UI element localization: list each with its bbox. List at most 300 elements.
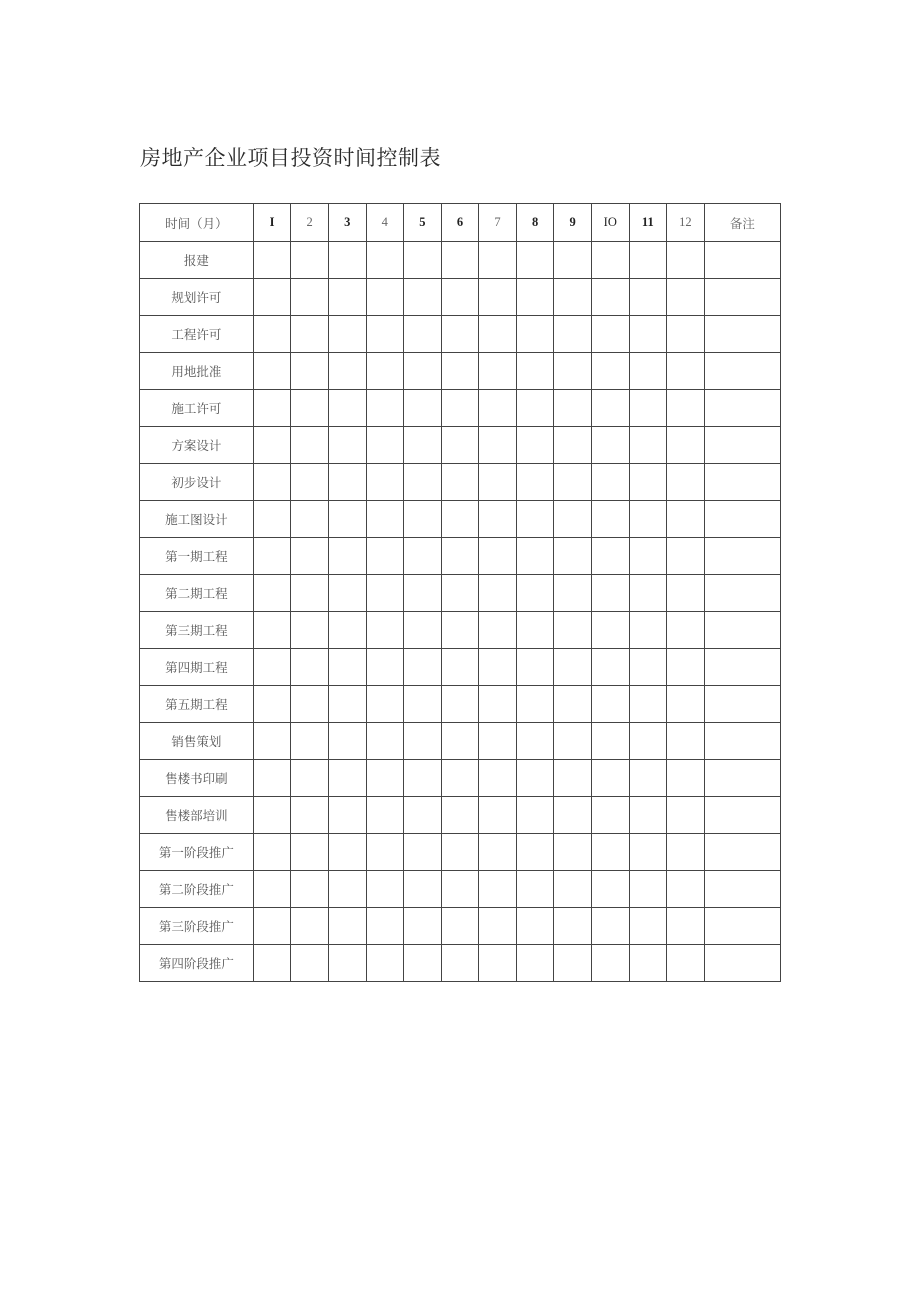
note-cell bbox=[704, 501, 780, 538]
month-cell bbox=[591, 575, 629, 612]
row-label: 初步设计 bbox=[140, 464, 254, 501]
month-cell bbox=[291, 353, 329, 390]
month-cell bbox=[667, 427, 705, 464]
month-cell bbox=[291, 575, 329, 612]
month-cell bbox=[516, 908, 554, 945]
month-cell bbox=[366, 501, 404, 538]
month-cell bbox=[479, 797, 517, 834]
header-month-8: 8 bbox=[516, 204, 554, 242]
month-cell bbox=[629, 871, 667, 908]
month-cell bbox=[441, 575, 479, 612]
month-cell bbox=[591, 464, 629, 501]
month-cell bbox=[441, 908, 479, 945]
month-cell bbox=[629, 723, 667, 760]
month-cell bbox=[253, 834, 291, 871]
table-row bbox=[140, 797, 781, 834]
table-row bbox=[140, 390, 781, 427]
month-cell bbox=[328, 760, 366, 797]
month-cell bbox=[554, 797, 592, 834]
month-cell bbox=[291, 649, 329, 686]
table-row bbox=[140, 760, 781, 797]
month-cell bbox=[516, 464, 554, 501]
month-cell bbox=[253, 353, 291, 390]
month-cell bbox=[591, 501, 629, 538]
row-label: 售楼部培训 bbox=[140, 797, 254, 834]
month-cell bbox=[404, 538, 442, 575]
row-label: 规划许可 bbox=[140, 279, 254, 316]
table-row bbox=[140, 353, 781, 390]
month-cell bbox=[629, 797, 667, 834]
month-cell bbox=[291, 908, 329, 945]
month-cell bbox=[516, 834, 554, 871]
note-cell bbox=[704, 945, 780, 982]
header-month-10: IO bbox=[591, 204, 629, 242]
table-row bbox=[140, 464, 781, 501]
month-cell bbox=[366, 575, 404, 612]
schedule-table bbox=[139, 203, 781, 982]
month-cell bbox=[479, 871, 517, 908]
month-cell bbox=[253, 871, 291, 908]
month-cell bbox=[404, 316, 442, 353]
month-cell bbox=[328, 538, 366, 575]
table-header-row bbox=[140, 204, 781, 242]
row-label: 施工许可 bbox=[140, 390, 254, 427]
row-label: 第五期工程 bbox=[140, 686, 254, 723]
month-cell bbox=[554, 649, 592, 686]
month-cell bbox=[328, 501, 366, 538]
month-cell bbox=[629, 316, 667, 353]
month-cell bbox=[291, 723, 329, 760]
month-cell bbox=[404, 279, 442, 316]
month-cell bbox=[667, 464, 705, 501]
month-cell bbox=[441, 316, 479, 353]
note-cell bbox=[704, 464, 780, 501]
month-cell bbox=[591, 316, 629, 353]
month-cell bbox=[667, 723, 705, 760]
month-cell bbox=[441, 464, 479, 501]
month-cell bbox=[441, 834, 479, 871]
header-note: 备注 bbox=[704, 204, 780, 242]
note-cell bbox=[704, 575, 780, 612]
month-cell bbox=[441, 945, 479, 982]
month-cell bbox=[667, 538, 705, 575]
table-row bbox=[140, 501, 781, 538]
month-cell bbox=[441, 390, 479, 427]
month-cell bbox=[516, 279, 554, 316]
note-cell bbox=[704, 686, 780, 723]
month-cell bbox=[291, 871, 329, 908]
month-cell bbox=[366, 390, 404, 427]
month-cell bbox=[554, 908, 592, 945]
month-cell bbox=[516, 575, 554, 612]
month-cell bbox=[328, 390, 366, 427]
month-cell bbox=[253, 464, 291, 501]
month-cell bbox=[366, 242, 404, 279]
month-cell bbox=[441, 686, 479, 723]
month-cell bbox=[441, 797, 479, 834]
header-month-9: 9 bbox=[554, 204, 592, 242]
month-cell bbox=[667, 649, 705, 686]
month-cell bbox=[253, 538, 291, 575]
month-cell bbox=[516, 353, 554, 390]
month-cell bbox=[253, 390, 291, 427]
table-row bbox=[140, 279, 781, 316]
month-cell bbox=[404, 871, 442, 908]
month-cell bbox=[479, 723, 517, 760]
month-cell bbox=[667, 390, 705, 427]
month-cell bbox=[291, 797, 329, 834]
month-cell bbox=[404, 686, 442, 723]
month-cell bbox=[253, 242, 291, 279]
month-cell bbox=[667, 353, 705, 390]
month-cell bbox=[479, 649, 517, 686]
month-cell bbox=[667, 760, 705, 797]
month-cell bbox=[591, 390, 629, 427]
month-cell bbox=[479, 945, 517, 982]
month-cell bbox=[253, 427, 291, 464]
header-month-5: 5 bbox=[404, 204, 442, 242]
note-cell bbox=[704, 612, 780, 649]
note-cell bbox=[704, 353, 780, 390]
month-cell bbox=[291, 242, 329, 279]
month-cell bbox=[328, 427, 366, 464]
row-label: 工程许可 bbox=[140, 316, 254, 353]
month-cell bbox=[516, 649, 554, 686]
month-cell bbox=[591, 427, 629, 464]
month-cell bbox=[328, 908, 366, 945]
table-row bbox=[140, 242, 781, 279]
month-cell bbox=[441, 723, 479, 760]
table-body bbox=[140, 242, 781, 982]
month-cell bbox=[366, 871, 404, 908]
month-cell bbox=[479, 575, 517, 612]
month-cell bbox=[441, 501, 479, 538]
table-row bbox=[140, 723, 781, 760]
month-cell bbox=[554, 353, 592, 390]
note-cell bbox=[704, 316, 780, 353]
month-cell bbox=[629, 279, 667, 316]
month-cell bbox=[441, 871, 479, 908]
month-cell bbox=[328, 797, 366, 834]
row-label: 销售策划 bbox=[140, 723, 254, 760]
month-cell bbox=[366, 612, 404, 649]
month-cell bbox=[554, 427, 592, 464]
month-cell bbox=[253, 279, 291, 316]
month-cell bbox=[253, 797, 291, 834]
month-cell bbox=[667, 575, 705, 612]
month-cell bbox=[554, 279, 592, 316]
month-cell bbox=[667, 242, 705, 279]
month-cell bbox=[629, 834, 667, 871]
note-cell bbox=[704, 538, 780, 575]
month-cell bbox=[516, 760, 554, 797]
month-cell bbox=[667, 501, 705, 538]
month-cell bbox=[291, 279, 329, 316]
month-cell bbox=[591, 353, 629, 390]
month-cell bbox=[516, 316, 554, 353]
row-label: 售楼书印刷 bbox=[140, 760, 254, 797]
month-cell bbox=[591, 834, 629, 871]
month-cell bbox=[516, 242, 554, 279]
row-label: 方案设计 bbox=[140, 427, 254, 464]
month-cell bbox=[516, 945, 554, 982]
month-cell bbox=[366, 686, 404, 723]
header-month-3: 3 bbox=[328, 204, 366, 242]
month-cell bbox=[253, 649, 291, 686]
month-cell bbox=[328, 834, 366, 871]
month-cell bbox=[291, 316, 329, 353]
month-cell bbox=[591, 686, 629, 723]
month-cell bbox=[366, 797, 404, 834]
month-cell bbox=[404, 242, 442, 279]
month-cell bbox=[366, 723, 404, 760]
month-cell bbox=[479, 908, 517, 945]
month-cell bbox=[291, 538, 329, 575]
table-row bbox=[140, 649, 781, 686]
table-row bbox=[140, 612, 781, 649]
header-month-7: 7 bbox=[479, 204, 517, 242]
month-cell bbox=[629, 242, 667, 279]
month-cell bbox=[253, 612, 291, 649]
row-label: 第二期工程 bbox=[140, 575, 254, 612]
month-cell bbox=[479, 612, 517, 649]
row-label: 第二阶段推广 bbox=[140, 871, 254, 908]
month-cell bbox=[328, 612, 366, 649]
header-month-11: 11 bbox=[629, 204, 667, 242]
note-cell bbox=[704, 427, 780, 464]
month-cell bbox=[667, 871, 705, 908]
month-cell bbox=[516, 501, 554, 538]
month-cell bbox=[629, 686, 667, 723]
month-cell bbox=[441, 612, 479, 649]
month-cell bbox=[667, 316, 705, 353]
month-cell bbox=[479, 353, 517, 390]
month-cell bbox=[629, 464, 667, 501]
month-cell bbox=[291, 834, 329, 871]
note-cell bbox=[704, 760, 780, 797]
month-cell bbox=[404, 501, 442, 538]
month-cell bbox=[441, 760, 479, 797]
month-cell bbox=[479, 390, 517, 427]
note-cell bbox=[704, 649, 780, 686]
month-cell bbox=[554, 464, 592, 501]
table-row bbox=[140, 427, 781, 464]
month-cell bbox=[554, 760, 592, 797]
month-cell bbox=[479, 760, 517, 797]
month-cell bbox=[253, 501, 291, 538]
table-row bbox=[140, 575, 781, 612]
month-cell bbox=[629, 575, 667, 612]
month-cell bbox=[629, 945, 667, 982]
month-cell bbox=[404, 945, 442, 982]
month-cell bbox=[328, 279, 366, 316]
month-cell bbox=[591, 612, 629, 649]
month-cell bbox=[554, 575, 592, 612]
month-cell bbox=[554, 834, 592, 871]
month-cell bbox=[404, 834, 442, 871]
table-row bbox=[140, 871, 781, 908]
month-cell bbox=[516, 686, 554, 723]
row-label: 第三期工程 bbox=[140, 612, 254, 649]
month-cell bbox=[404, 612, 442, 649]
month-cell bbox=[479, 427, 517, 464]
month-cell bbox=[554, 390, 592, 427]
month-cell bbox=[291, 464, 329, 501]
note-cell bbox=[704, 723, 780, 760]
month-cell bbox=[554, 723, 592, 760]
month-cell bbox=[366, 538, 404, 575]
month-cell bbox=[479, 464, 517, 501]
month-cell bbox=[591, 945, 629, 982]
month-cell bbox=[667, 908, 705, 945]
table-row bbox=[140, 945, 781, 982]
month-cell bbox=[667, 797, 705, 834]
month-cell bbox=[554, 945, 592, 982]
month-cell bbox=[328, 686, 366, 723]
month-cell bbox=[291, 390, 329, 427]
month-cell bbox=[328, 316, 366, 353]
month-cell bbox=[629, 427, 667, 464]
month-cell bbox=[404, 464, 442, 501]
header-month-12: 12 bbox=[667, 204, 705, 242]
month-cell bbox=[253, 908, 291, 945]
month-cell bbox=[253, 686, 291, 723]
month-cell bbox=[404, 353, 442, 390]
month-cell bbox=[554, 501, 592, 538]
month-cell bbox=[328, 871, 366, 908]
month-cell bbox=[404, 723, 442, 760]
note-cell bbox=[704, 279, 780, 316]
month-cell bbox=[291, 686, 329, 723]
month-cell bbox=[516, 797, 554, 834]
month-cell bbox=[591, 538, 629, 575]
table-row bbox=[140, 316, 781, 353]
month-cell bbox=[366, 316, 404, 353]
month-cell bbox=[328, 945, 366, 982]
month-cell bbox=[404, 575, 442, 612]
month-cell bbox=[479, 316, 517, 353]
note-cell bbox=[704, 834, 780, 871]
month-cell bbox=[667, 834, 705, 871]
header-month-2: 2 bbox=[291, 204, 329, 242]
month-cell bbox=[291, 501, 329, 538]
month-cell bbox=[441, 242, 479, 279]
month-cell bbox=[629, 760, 667, 797]
month-cell bbox=[328, 649, 366, 686]
month-cell bbox=[366, 427, 404, 464]
month-cell bbox=[404, 908, 442, 945]
month-cell bbox=[479, 501, 517, 538]
month-cell bbox=[366, 279, 404, 316]
month-cell bbox=[591, 279, 629, 316]
month-cell bbox=[479, 242, 517, 279]
month-cell bbox=[629, 353, 667, 390]
row-label: 第一阶段推广 bbox=[140, 834, 254, 871]
month-cell bbox=[441, 353, 479, 390]
row-label: 第四期工程 bbox=[140, 649, 254, 686]
month-cell bbox=[591, 723, 629, 760]
table-row bbox=[140, 834, 781, 871]
month-cell bbox=[253, 760, 291, 797]
month-cell bbox=[591, 760, 629, 797]
header-month-1: I bbox=[253, 204, 291, 242]
month-cell bbox=[253, 723, 291, 760]
month-cell bbox=[554, 871, 592, 908]
month-cell bbox=[516, 612, 554, 649]
month-cell bbox=[554, 242, 592, 279]
month-cell bbox=[291, 945, 329, 982]
month-cell bbox=[328, 723, 366, 760]
month-cell bbox=[667, 686, 705, 723]
month-cell bbox=[291, 612, 329, 649]
table-row bbox=[140, 538, 781, 575]
month-cell bbox=[441, 279, 479, 316]
row-label: 第四阶段推广 bbox=[140, 945, 254, 982]
month-cell bbox=[404, 760, 442, 797]
header-time-label: 时间（月） bbox=[140, 204, 254, 242]
row-label: 第三阶段推广 bbox=[140, 908, 254, 945]
month-cell bbox=[253, 575, 291, 612]
header-month-4: 4 bbox=[366, 204, 404, 242]
table-row bbox=[140, 908, 781, 945]
month-cell bbox=[629, 390, 667, 427]
month-cell bbox=[516, 427, 554, 464]
note-cell bbox=[704, 242, 780, 279]
month-cell bbox=[366, 760, 404, 797]
month-cell bbox=[629, 612, 667, 649]
month-cell bbox=[591, 649, 629, 686]
month-cell bbox=[366, 945, 404, 982]
month-cell bbox=[366, 464, 404, 501]
note-cell bbox=[704, 908, 780, 945]
row-label: 第一期工程 bbox=[140, 538, 254, 575]
month-cell bbox=[404, 797, 442, 834]
month-cell bbox=[479, 834, 517, 871]
month-cell bbox=[291, 760, 329, 797]
month-cell bbox=[479, 538, 517, 575]
page-title: 房地产企业项目投资时间控制表 bbox=[140, 146, 441, 170]
month-cell bbox=[404, 649, 442, 686]
month-cell bbox=[629, 501, 667, 538]
month-cell bbox=[253, 316, 291, 353]
month-cell bbox=[667, 945, 705, 982]
month-cell bbox=[328, 464, 366, 501]
month-cell bbox=[404, 390, 442, 427]
month-cell bbox=[366, 908, 404, 945]
month-cell bbox=[667, 612, 705, 649]
month-cell bbox=[328, 242, 366, 279]
month-cell bbox=[479, 279, 517, 316]
month-cell bbox=[516, 871, 554, 908]
month-cell bbox=[441, 538, 479, 575]
month-cell bbox=[366, 353, 404, 390]
month-cell bbox=[253, 945, 291, 982]
month-cell bbox=[516, 390, 554, 427]
month-cell bbox=[591, 797, 629, 834]
month-cell bbox=[554, 538, 592, 575]
month-cell bbox=[516, 723, 554, 760]
month-cell bbox=[591, 242, 629, 279]
month-cell bbox=[516, 538, 554, 575]
note-cell bbox=[704, 797, 780, 834]
month-cell bbox=[328, 353, 366, 390]
month-cell bbox=[591, 908, 629, 945]
row-label: 用地批准 bbox=[140, 353, 254, 390]
month-cell bbox=[366, 649, 404, 686]
row-label: 报建 bbox=[140, 242, 254, 279]
month-cell bbox=[479, 686, 517, 723]
month-cell bbox=[629, 538, 667, 575]
